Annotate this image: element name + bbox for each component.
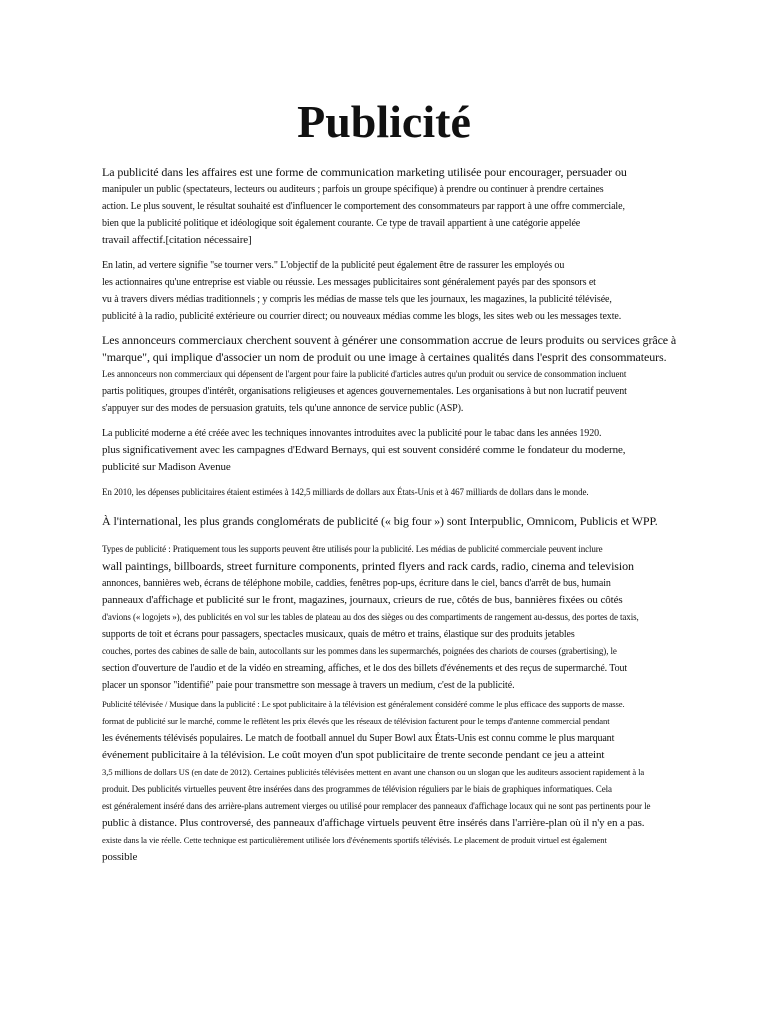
paragraph-2010: [102, 484, 722, 501]
text-line: s'appuyer sur des modes de persuasion gratuits, tels qu'une annonce de service public (ASP).: [102, 403, 464, 414]
paragraph-international: [102, 513, 722, 530]
text-line: bien que la publicité politique et idéologique soit également courante. Ce type de travail appartient à une catégorie appelée: [102, 218, 581, 229]
paragraph-modern: [102, 425, 722, 476]
text-line: "marque", qui implique d'associer un nom de produit ou une image à certaines qualités dans l'esprit des consommateurs.: [102, 350, 667, 364]
text-line: À l'international, les plus grands conglomérats de publicité (« big four ») sont Interpublic, Omnicom, Publicis et WPP.: [102, 514, 658, 528]
text-line: Les annonceurs commerciaux cherchent souvent à générer une consommation accrue de leurs produits ou services grâce à: [102, 333, 677, 347]
text-line: En latin, ad vertere signifie "se tourner vers." L'objectif de la publicité peut également être de rassurer les employés ou: [102, 260, 565, 271]
text-line: Types de publicité : Pratiquement tous les supports peuvent être utilisés pour la publicité. Les médias de publicité commerciale peuvent inclure: [102, 544, 603, 554]
paragraph-advertisers: [102, 332, 722, 417]
text-line: d'avions (« logojets »), des publicités en vol sur les tables de plateau au dos des sièges ou des compartiments de rangement au-dessus, des portes de taxis,: [102, 612, 639, 622]
text-line: section d'ouverture de l'audio et de la vidéo en streaming, affiches, et le dos des billets d'événements et des reçus de supermarché. Tout: [102, 663, 628, 674]
paragraph-intro: [102, 164, 722, 249]
text-line: panneaux d'affichage et publicité sur le front, magazines, journaux, crieurs de rue, côtés de bus, bannières fixées ou côtés: [102, 594, 623, 606]
text-line: couches, portes des cabines de salle de bain, autocollants sur les pommes dans les supermarchés, poignées des chariots de courses (grabertising), le: [102, 646, 617, 656]
text-line: 3,5 millions de dollars US (en date de 2012). Certaines publicités télévisées mettent en avant une chanson ou un slogan que les auditeurs associent rapidement à la: [102, 767, 645, 777]
text-line: annonces, bannières web, écrans de téléphone mobile, caddies, fenêtres pop-ups, écriture dans le ciel, bancs d'arrêt de bus, humain: [102, 578, 611, 589]
text-line: supports de toit et écrans pour passagers, spectacles musicaux, quais de métro et trains, élastique sur des produits jetables: [102, 629, 575, 640]
text-line: existe dans la vie réelle. Cette technique est particulièrement utilisée lors d'événements sportifs télévisés. Le placement de produit virtuel est également: [102, 835, 607, 845]
text-line: travail affectif.[citation nécessaire]: [102, 234, 252, 246]
text-line: public à distance. Plus controversé, des panneaux d'affichage virtuels peuvent être insérés dans l'arrière-plan où il n'y en a pas.: [102, 817, 645, 829]
text-line: est généralement inséré dans des arrière-plans autrement vierges ou utilisé pour remplacer des panneaux d'affichage locaux qui ne sont pas pertinents pour le: [102, 801, 651, 811]
text-line: wall paintings, billboards, street furniture components, printed flyers and rack cards, radio, cinema and television: [102, 559, 634, 573]
text-line: manipuler un public (spectateurs, lecteurs ou auditeurs ; parfois un groupe spécifique) à prendre ou continuer à prendre certaines: [102, 184, 604, 195]
text-line: les actionnaires qu'une entreprise est viable ou réussie. Les messages publicitaires sont généralement payés par des sponsors et: [102, 277, 596, 288]
text-line: possible: [102, 851, 138, 863]
text-line: partis politiques, groupes d'intérêt, organisations religieuses et agences gouvernementales. Les organisations à but non lucratif peuvent: [102, 386, 627, 397]
text-line: Publicité télévisée / Musique dans la publicité : Le spot publicitaire à la télévision est généralement considéré comme le plus efficace des supports de masse.: [102, 699, 625, 709]
text-line: En 2010, les dépenses publicitaires étaient estimées à 142,5 milliards de dollars aux États-Unis et à 467 milliards de dollars dans le monde.: [102, 487, 589, 497]
paragraph-television: [102, 696, 722, 866]
text-line: action. Le plus souvent, le résultat souhaité est d'influencer le comportement des consommateurs par rapport à une offre commerciale,: [102, 201, 625, 212]
text-line: publicité à la radio, publicité extérieure ou courrier direct; ou nouveaux médias comme les blogs, les sites web ou les messages texte.: [102, 311, 622, 322]
text-line: produit. Des publicités virtuelles peuvent être insérées dans des programmes de télévision réguliers par le biais de graphiques informatiques. Cela: [102, 784, 612, 794]
text-line: format de publicité sur le marché, comme le reflètent les prix élevés que les réseaux de télévision facturent pour le temps d'antenne commercial pendant: [102, 716, 610, 726]
paragraph-latin: [102, 257, 722, 325]
paragraph-types: [102, 541, 722, 694]
text-line: publicité sur Madison Avenue: [102, 461, 231, 473]
text-line: vu à travers divers médias traditionnels ; y compris les médias de masse tels que les journaux, les magazines, la publicité télévisée,: [102, 294, 612, 305]
text-line: placer un sponsor "identifié" paie pour transmettre son message à travers un medium, c'est de la publicité.: [102, 680, 515, 691]
text-line: plus significativement avec les campagnes d'Edward Bernays, qui est souvent considéré comme le fondateur du moderne,: [102, 444, 626, 456]
text-line: les événements télévisés populaires. Le match de football annuel du Super Bowl aux États-Unis est connu comme le plus marquant: [102, 733, 615, 744]
page-title: Publicité: [297, 96, 471, 147]
text-line: événement publicitaire à la télévision. Le coût moyen d'un spot publicitaire de trente seconde pendant ce jeu a atteint: [102, 749, 605, 761]
text-line: Les annonceurs non commerciaux qui dépensent de l'argent pour faire la publicité d'articles autres qu'un produit ou service de consommation incluent: [102, 369, 627, 379]
text-line: La publicité moderne a été créée avec les techniques innovantes introduites avec la publicité pour le tabac dans les années 1920.: [102, 428, 602, 439]
text-line: La publicité dans les affaires est une forme de communication marketing utilisée pour encourager, persuader ou: [102, 165, 627, 179]
